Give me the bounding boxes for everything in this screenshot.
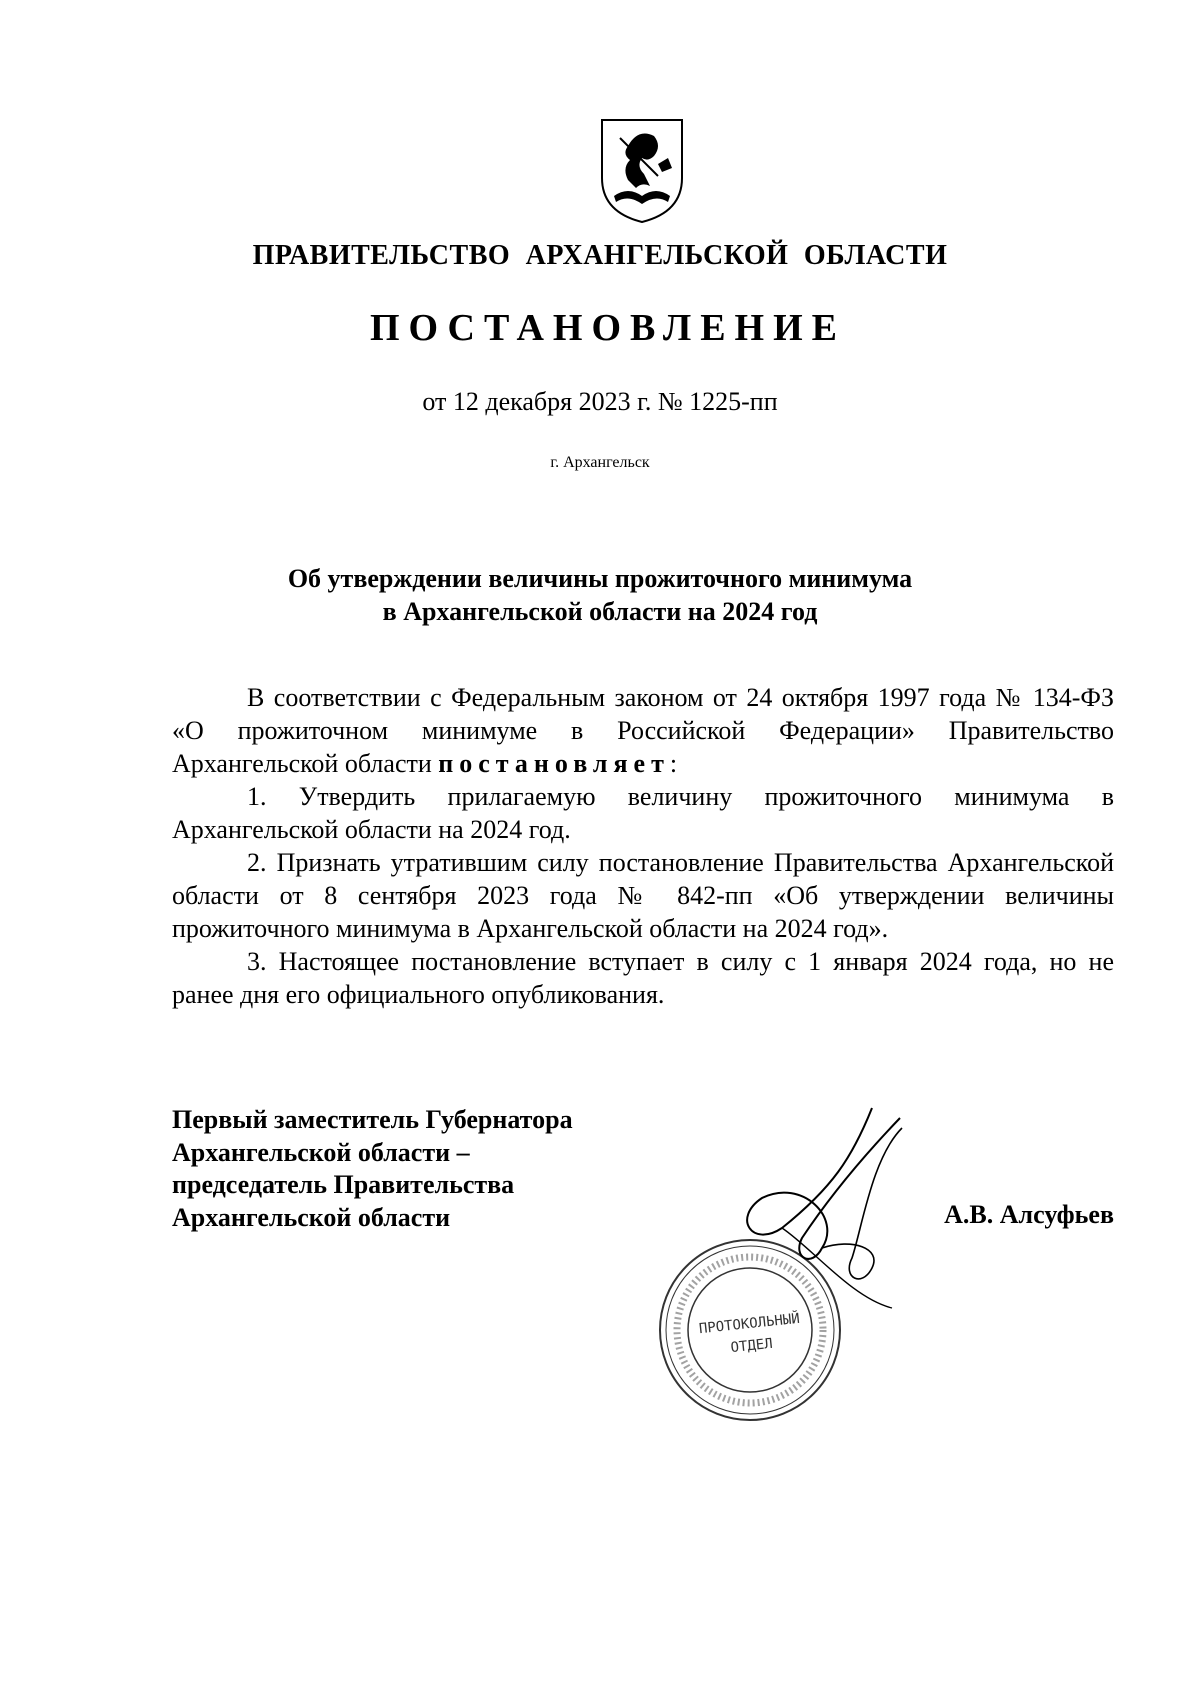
title-line: Об утверждении величины прожиточного минимума bbox=[287, 564, 913, 593]
title-line: в Архангельской области на 2024 год bbox=[382, 597, 818, 626]
position-line: председатель Правительства bbox=[172, 1170, 515, 1199]
signatory-name: А.В. Алсуфьев bbox=[944, 1200, 1114, 1229]
decree-colon: : bbox=[669, 749, 678, 778]
handwritten-signature-icon bbox=[722, 1098, 922, 1318]
preamble-paragraph bbox=[172, 681, 1114, 780]
document-title bbox=[0, 562, 1200, 628]
document-date-number: от 12 декабря 2023 г. № 1225-пп bbox=[422, 387, 778, 416]
signatory-position bbox=[172, 1104, 692, 1234]
organization-name: ПРАВИТЕЛЬСТВО АРХАНГЕЛЬСКОЙ ОБЛАСТИ bbox=[252, 240, 948, 271]
decree-word: постановляет bbox=[438, 749, 670, 778]
position-line: Архангельской области – bbox=[172, 1137, 470, 1167]
stamp-center-line: ОТДЕЛ bbox=[729, 1335, 774, 1357]
stamp-center-line: ПРОТОКОЛЬНЫЙ bbox=[698, 1310, 801, 1338]
decree-item: 1. Утвердить прилагаемую величину прожиточного минимума в Архангельской области на 2024 год. bbox=[172, 782, 1114, 844]
preamble-text: В соответствии с Федеральным законом от 24 октября 1997 года № 134-ФЗ «О прожиточном минимуме в Российской Федерации» Правительство Архангельской области bbox=[172, 683, 1114, 778]
position-line: Архангельской области bbox=[172, 1202, 451, 1232]
position-line: Первый заместитель Губернатора bbox=[172, 1105, 573, 1134]
document-type: ПОСТАНОВЛЕНИЕ bbox=[369, 307, 847, 349]
document-city: г. Архангельск bbox=[550, 454, 650, 471]
coat-of-arms-icon bbox=[598, 116, 686, 226]
decree-item: 2. Признать утратившим силу постановление Правительства Архангельской области от 8 сентября 2023 года № 842-пп «Об утверждении величины прожиточного минимума в Архангельской области на 2024 год». bbox=[172, 848, 1114, 943]
decree-item: 3. Настоящее постановление вступает в силу с 1 января 2024 года, но не ранее дня его официального опубликования. bbox=[172, 947, 1114, 1009]
document-body bbox=[172, 681, 1114, 1011]
